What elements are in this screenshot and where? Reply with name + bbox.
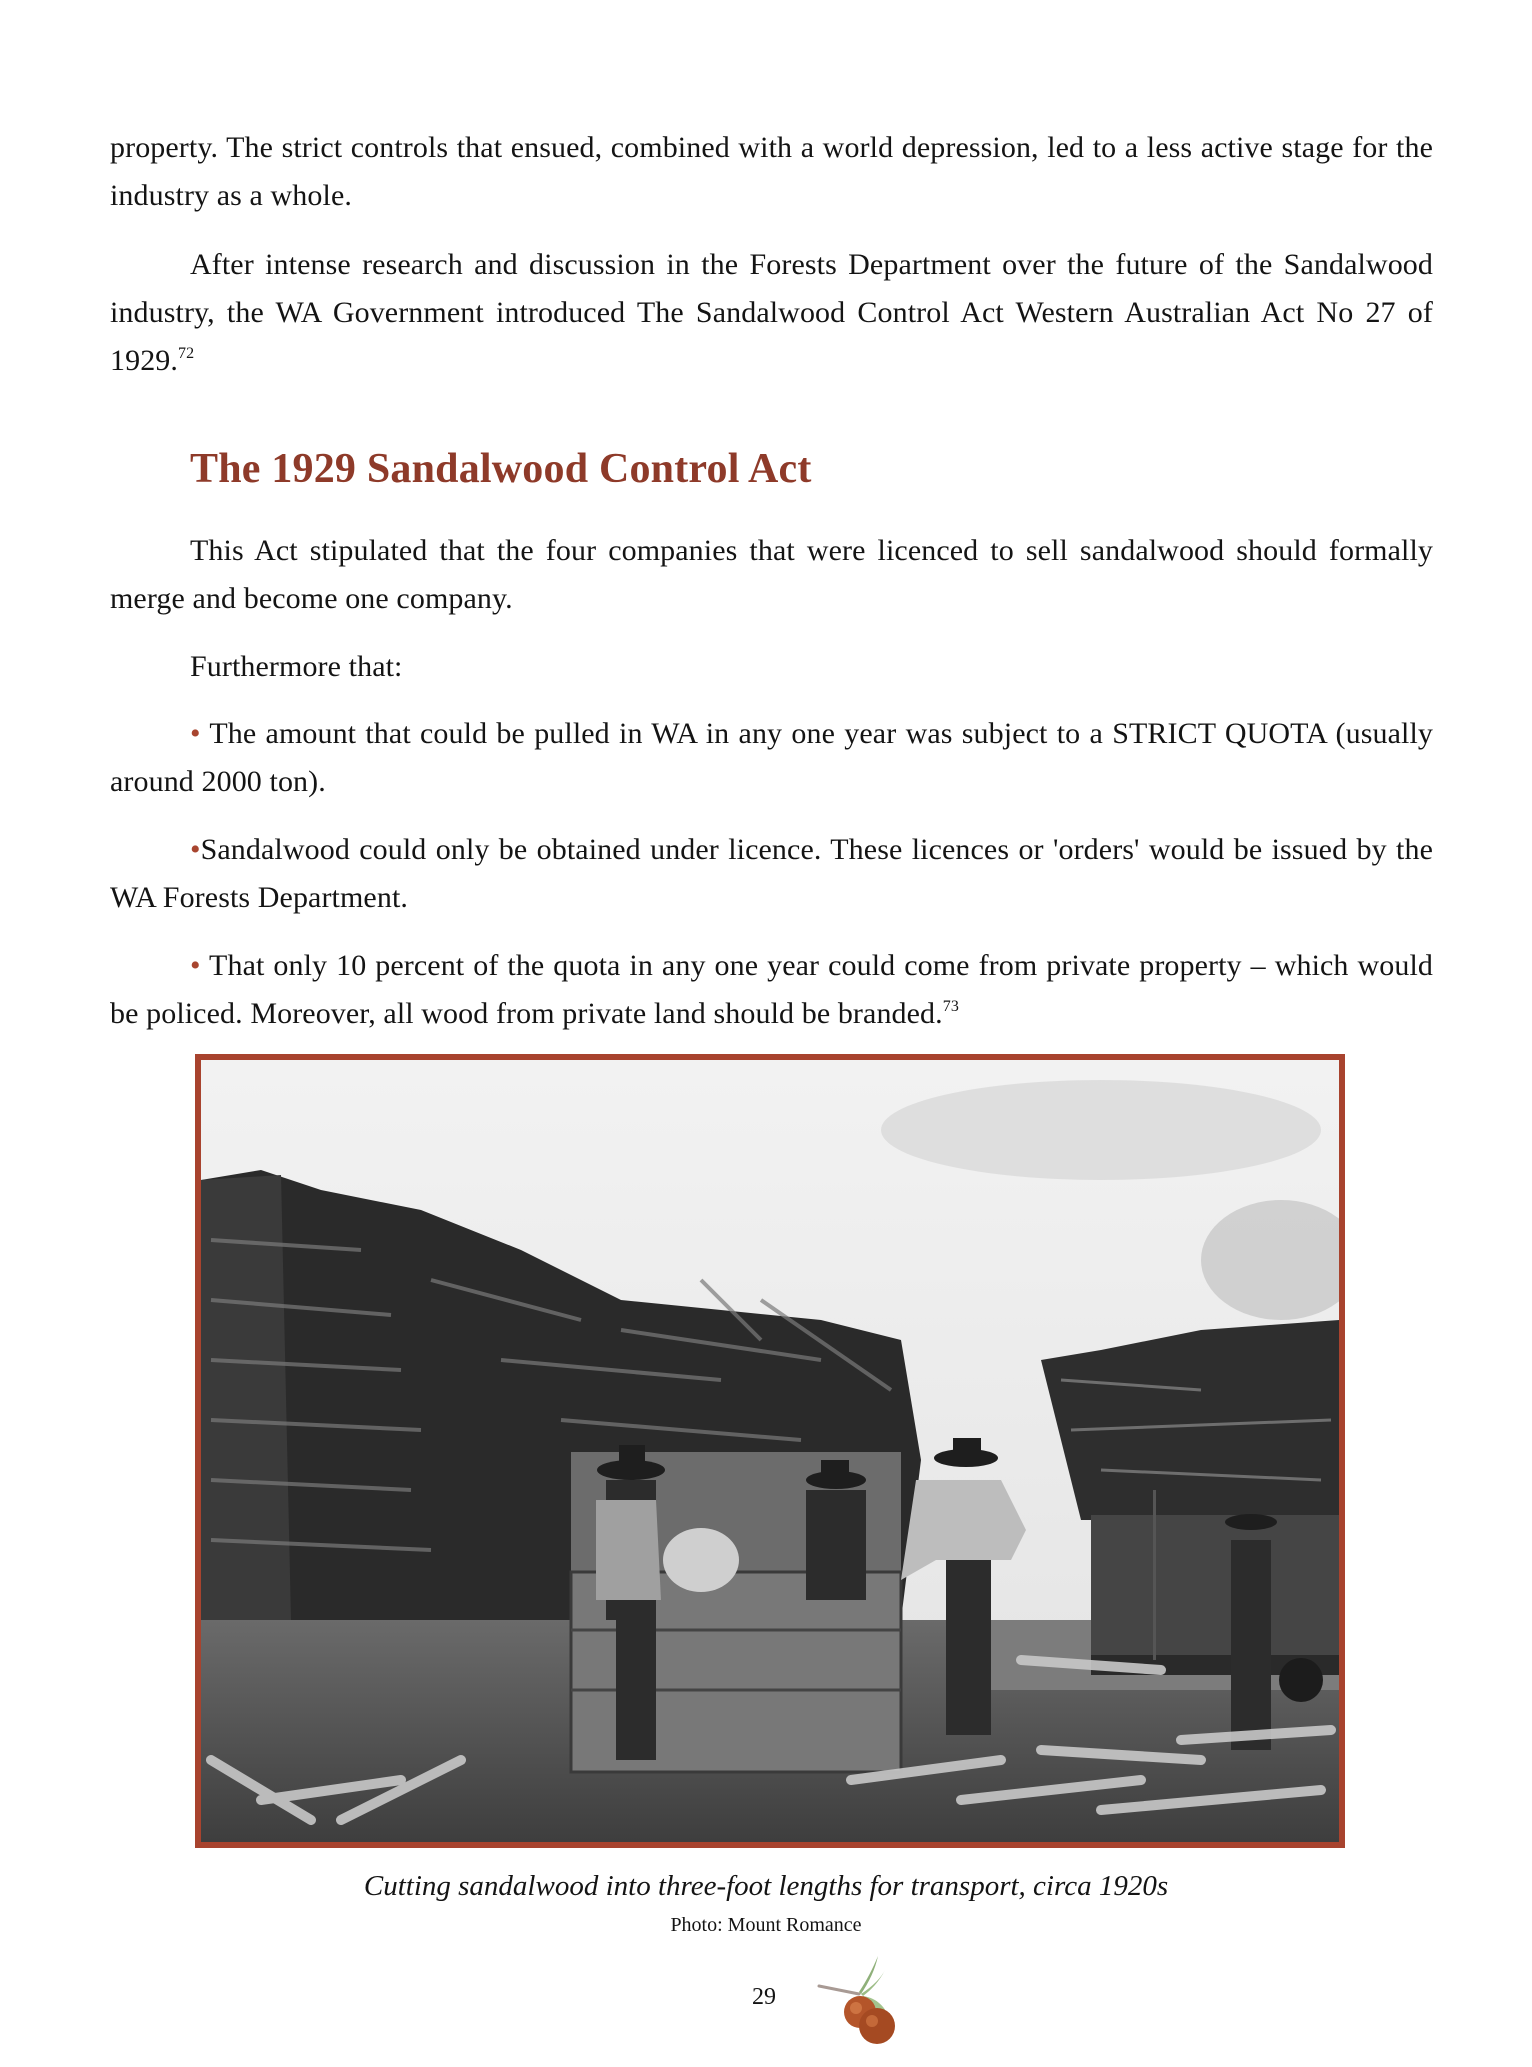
photo-caption: Cutting sandalwood into three-foot lengths for transport, circa 1920s <box>363 1870 1169 1902</box>
historical-photo <box>195 1054 1345 1848</box>
bullet-item-quota <box>110 710 1433 806</box>
paragraph-2 <box>110 241 1433 385</box>
sandalwood-nut-sprig-icon <box>815 1950 905 2050</box>
bullet-item-licence <box>110 826 1433 922</box>
photo-credit: Photo: Mount Romance <box>670 1914 862 1936</box>
bullet-icon: • <box>190 833 201 866</box>
section-heading: The 1929 Sandalwood Control Act <box>190 446 812 492</box>
bullet-icon: • <box>190 717 201 750</box>
paragraph-text: After intense research and discussion in the Forests Department over the future of the Sandalwood industry, the WA Government introduced The Sandalwood Control Act Western Australian Act No 27 of 1929. <box>110 248 1433 377</box>
bullet-item-private-property <box>110 942 1433 1038</box>
paragraph-text: Furthermore that: <box>190 650 403 683</box>
paragraph-act-stipulation <box>110 527 1433 623</box>
page-number: 29 <box>752 1984 776 2010</box>
bullet-text: That only 10 percent of the quota in any one year could come from private property – which would be policed. Moreover, all wood from private land should be branded. <box>110 949 1433 1030</box>
paragraph-text: property. The strict controls that ensued, combined with a world depression, led to a less active stage for the industry as a whole. <box>110 131 1433 212</box>
sandalwood-cutting-photo <box>201 1060 1339 1842</box>
footnote-ref-72[interactable]: 72 <box>178 345 195 362</box>
bullet-icon: • <box>190 949 201 982</box>
bullet-text: Sandalwood could only be obtained under licence. These licences or 'orders' would be issued by the WA Forests Department. <box>110 833 1433 914</box>
paragraph-furthermore <box>110 643 1433 691</box>
paragraph-1 <box>110 124 1433 220</box>
paragraph-text: This Act stipulated that the four companies that were licenced to sell sandalwood should formally merge and become one company. <box>110 534 1433 615</box>
footnote-ref-73[interactable]: 73 <box>942 998 959 1015</box>
bullet-text: The amount that could be pulled in WA in any one year was subject to a STRICT QUOTA (usually around 2000 ton). <box>110 717 1433 798</box>
